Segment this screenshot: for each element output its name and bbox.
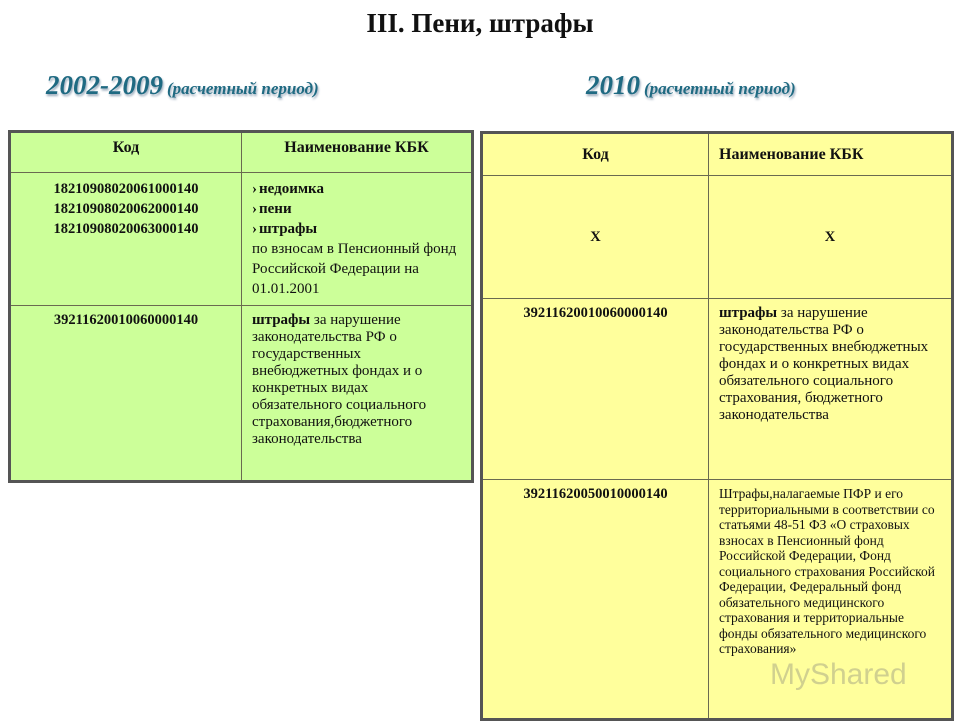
list-item: › пени bbox=[252, 199, 461, 219]
right-kbk-table bbox=[480, 131, 954, 721]
table-row bbox=[10, 173, 473, 306]
left-period-heading bbox=[46, 70, 319, 101]
right-period-heading bbox=[586, 70, 796, 101]
header-code: Код bbox=[10, 132, 242, 173]
watermark: MyShared bbox=[770, 658, 907, 691]
left-year: 2002-2009 bbox=[46, 70, 163, 100]
left-kbk-table bbox=[8, 130, 474, 483]
kbk-code: 18210908020062000140 bbox=[53, 201, 199, 217]
kbk-code: 18210908020063000140 bbox=[53, 221, 199, 237]
slide-title: III. Пени, штрафы bbox=[366, 8, 594, 38]
header-code: Код bbox=[482, 133, 709, 176]
list-item: › недоимка bbox=[252, 179, 461, 199]
kbk-name: Х bbox=[709, 176, 953, 299]
kbk-code: 39211620010060000140 bbox=[482, 299, 709, 480]
kbk-description: Штрафы,налагаемые ПФР и его территориальными в соответствии со статьями 48-51 ФЗ «О страховых взносах в Пенсионный фонд Российской Федерации, Фонд социального страхования Российской Федерации, Федеральный фонд обязательного медицинского страхования и территориальные фонды обязательного медицинского страхования» bbox=[709, 480, 953, 720]
kbk-code: 39211620010060000140 bbox=[10, 306, 242, 482]
kbk-code: 18210908020061000140 bbox=[53, 181, 199, 197]
header-name: Наименование КБК bbox=[709, 133, 953, 176]
table-row bbox=[10, 306, 473, 482]
header-name: Наименование КБК bbox=[242, 132, 473, 173]
kbk-description: за нарушение законодательства РФ о государственных внебюджетных фондах и о конкретных видах обязательного социального страхования,бюджетного законодательства bbox=[252, 312, 427, 447]
kbk-description: за нарушение законодательства РФ о государственных внебюджетных фондах и о конкретных видах обязательного социального страхования, бюджетного законодательства bbox=[719, 305, 929, 423]
kbk-code: 39211620050010000140 bbox=[482, 480, 709, 720]
kbk-bold: штрафы bbox=[719, 305, 778, 321]
table-row bbox=[482, 176, 953, 299]
left-period-label: (расчетный период) bbox=[167, 79, 319, 98]
right-year: 2010 bbox=[586, 70, 640, 100]
table-row bbox=[482, 299, 953, 480]
list-item: › штрафы bbox=[252, 219, 461, 239]
kbk-description: по взносам в Пенсионный фонд Российской Федерации на 01.01.2001 bbox=[252, 241, 457, 297]
right-period-label: (расчетный период) bbox=[644, 79, 796, 98]
kbk-code: Х bbox=[482, 176, 709, 299]
kbk-bold: штрафы bbox=[252, 312, 311, 328]
